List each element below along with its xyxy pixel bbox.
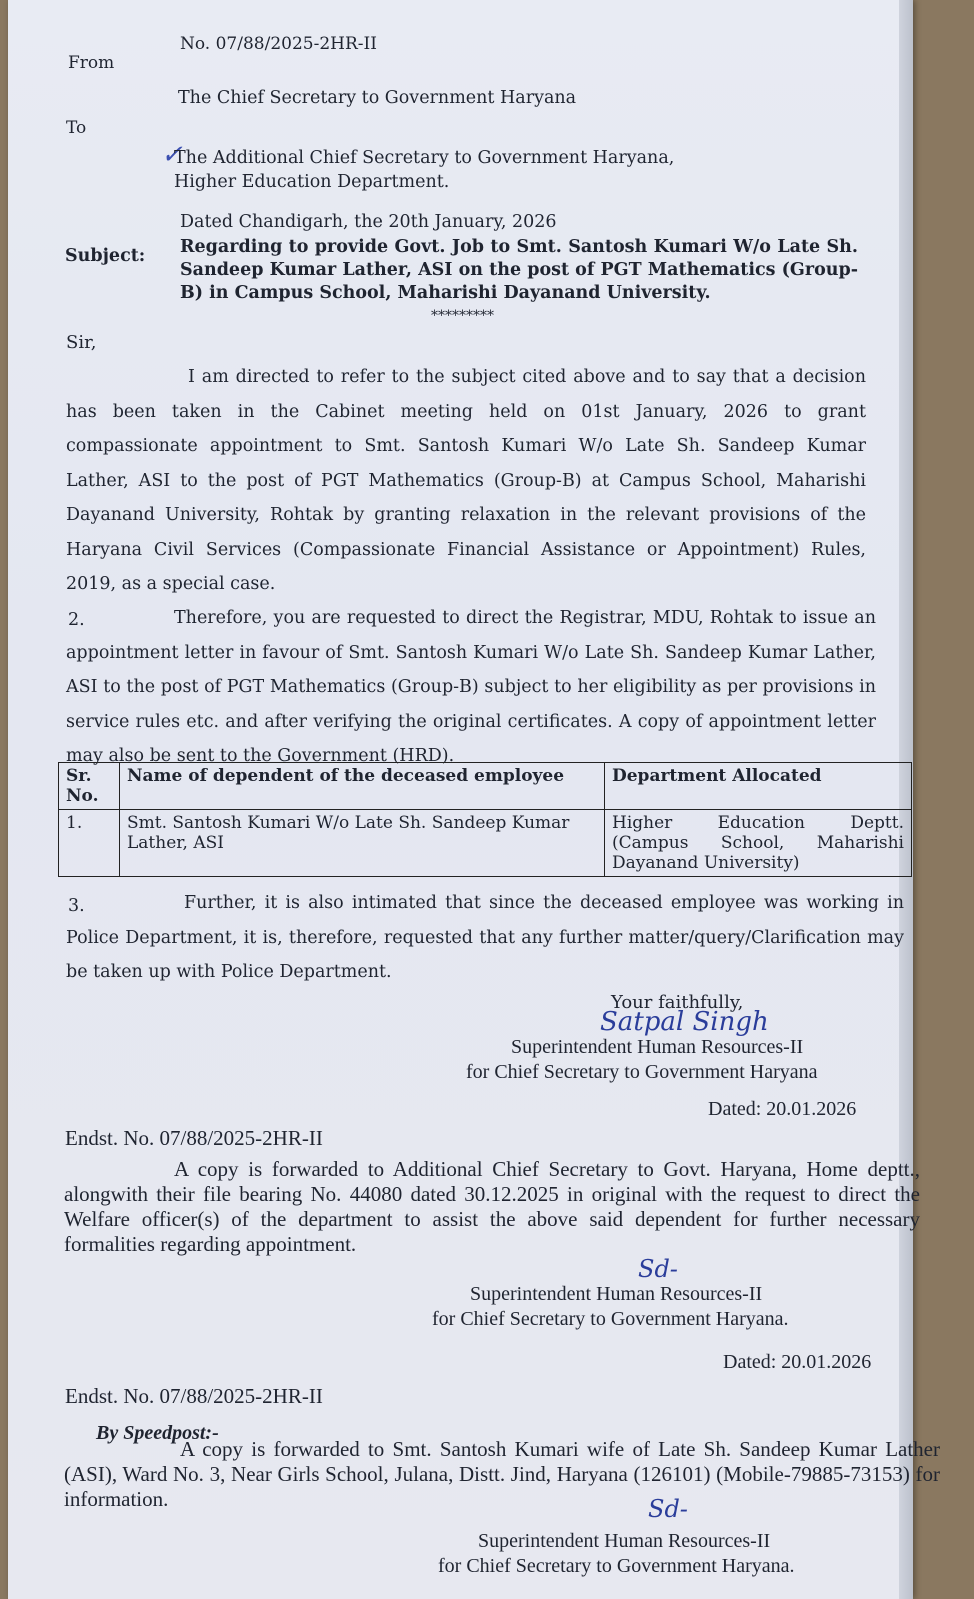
paragraph-2-number: 2. — [68, 610, 85, 630]
endorsement-2-text: A copy is forwarded to Smt. Santosh Kumari wife of Late Sh. Sandeep Kumar Lather (ASI), Ward No. 3, Near Girls School, Julana, Distt. Jind, Haryana (126101) (Mobile-79885-73153) for information. — [64, 1437, 940, 1511]
designation-1: Superintendent Human Resources-II — [511, 1036, 804, 1058]
table-row — [59, 810, 912, 877]
endorsement-2-designation-2: for Chief Secretary to Government Haryana. — [438, 1555, 795, 1577]
signature-2: Sd- — [638, 1255, 678, 1283]
from-label: From — [68, 53, 115, 73]
tick-mark-icon: ✓ — [161, 140, 183, 170]
from-value: The Chief Secretary to Government Haryana — [178, 88, 577, 108]
letter-date — [180, 212, 557, 232]
endorsement-2-designation-1: Superintendent Human Resources-II — [478, 1530, 771, 1552]
subject-text: Regarding to provide Govt. Job to Smt. Santosh Kumari W/o Late Sh. Sandeep Kumar Lather, ASI on the post of PGT Mathematics (Group-B) in Campus School, Maharishi Dayanand University. — [180, 237, 858, 303]
paragraph-1: I am directed to refer to the subject cited above and to say that a decision has been taken in the Cabinet meeting held on 01st January, 2026 to grant compassionate appointment to Smt. Santosh Kumari W/o Late Sh. Sandeep Kumar Lather, ASI to the post of PGT Mathematics (Group-B) at Campus School, Maharishi Dayanand University, Rohtak by granting relaxation in the relevant provisions of the Haryana Civil Services (Compassionate Financial Assistance or Appointment) Rules, 2019, as a special case. — [66, 367, 866, 594]
cell-sr-no: 1. — [59, 810, 120, 877]
endorsement-2-number: Endst. No. 07/88/2025-2HR-II — [65, 1384, 323, 1408]
endorsement-1-date: Dated: 20.01.2026 — [708, 1098, 857, 1120]
designation-2: for Chief Secretary to Government Haryana — [466, 1061, 818, 1083]
cell-department: Higher Education Deptt. (Campus School, Maharishi Dayanand University) — [605, 810, 912, 877]
table-header-row — [59, 763, 912, 810]
letter-date-text: Dated Chandigarh, the 20th January, 2026 — [180, 212, 557, 232]
signature-3: Sd- — [648, 1495, 688, 1523]
cell-dependent-name: Smt. Santosh Kumari W/o Late Sh. Sandeep Kumar Lather, ASI — [120, 810, 605, 877]
endorsement-1-designation-1: Superintendent Human Resources-II — [470, 1283, 763, 1305]
salutation: Sir, — [66, 332, 97, 353]
to-line-1: The Additional Chief Secretary to Government Haryana, — [174, 148, 675, 168]
paragraph-3-number: 3. — [68, 896, 85, 916]
separator-stars: ********* — [431, 308, 494, 324]
to-line-2: Higher Education Department. — [174, 172, 450, 192]
subject-label: Subject: — [65, 246, 146, 266]
endorsement-1-designation-2: for Chief Secretary to Government Haryana. — [432, 1308, 789, 1330]
to-label: To — [66, 118, 87, 138]
signature-1: Satpal Singh — [600, 1007, 769, 1037]
header-dependent-name: Name of dependent of the deceased employee — [120, 763, 605, 810]
endorsement-1-text: A copy is forwarded to Additional Chief Secretary to Govt. Haryana, Home deptt., alongwith their file bearing No. 44080 dated 30.12.2025 in original with the request to direct the Welfare officer(s) of the department to assist the above said dependent for further necessary formalities regarding appointment. — [64, 1157, 920, 1256]
paragraph-3: Further, it is also intimated that since the deceased employee was working in Police Department, it is, therefore, requested that any further matter/query/Clarification may be taken up with Police Department. — [66, 893, 904, 982]
header-sr-no: Sr. No. — [59, 763, 120, 810]
closing: Your faithfully, — [611, 992, 744, 1013]
letter-number: No. 07/88/2025-2HR-II — [180, 34, 377, 54]
allocation-table — [58, 762, 912, 877]
header-department: Department Allocated — [605, 763, 912, 810]
endorsement-1-number: Endst. No. 07/88/2025-2HR-II — [65, 1126, 323, 1150]
letter-page — [8, 0, 940, 1599]
speedpost-label: By Speedpost:- — [96, 1422, 219, 1444]
endorsement-2-date: Dated: 20.01.2026 — [723, 1351, 872, 1373]
paragraph-2: Therefore, you are requested to direct the Registrar, MDU, Rohtak to issue an appointment letter in favour of Smt. Santosh Kumari W/o Late Sh. Sandeep Kumar Lather, ASI to the post of PGT Mathematics (Group-B) subject to her eligibility as per provisions in service rules etc. and after verifying the original certificates. A copy of appointment letter may also be sent to the Government (HRD). — [66, 608, 876, 766]
